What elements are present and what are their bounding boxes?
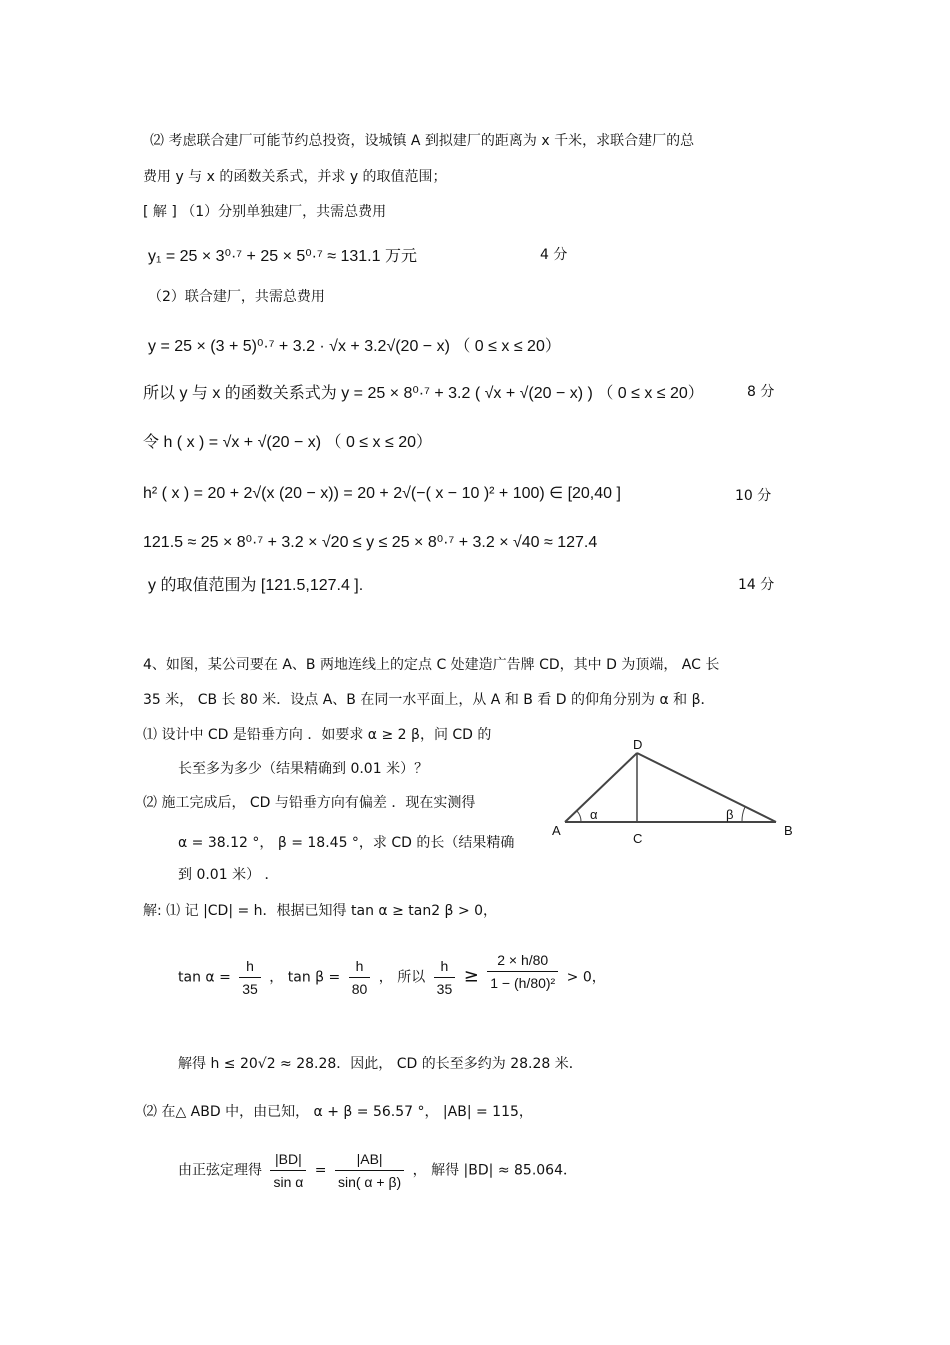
label-alpha: α <box>590 807 598 822</box>
q3-solution-heading: [ 解 ] （1）分别单独建厂，共需总费用 <box>143 204 387 220</box>
fraction-h-35-b: $\frac{h}{35}$ <box>434 955 456 1000</box>
q4-part2-line2: α = 38.12 °， β = 18.45 °，求 CD 的长（结果精确 <box>178 835 515 851</box>
sine-law-label: 由正弦定理得 <box>178 1162 262 1179</box>
q4-solve1: 解得 h ≤ 20√2 ≈ 28.28．因此， CD 的长至多约为 28.28 米． <box>178 1056 583 1072</box>
fraction-h-35: $\frac{h}{35}$ <box>239 955 261 1000</box>
q3-part2-line2: 费用 y 与 x 的函数关系式，并求 y 的取值范围； <box>143 169 447 185</box>
ge-symbol: ≥ <box>463 965 479 987</box>
q3-h-squared-score: 10 分 <box>735 488 772 504</box>
q4-part1-line1: ⑴ 设计中 CD 是铅垂方向 ．如要求 α ≥ 2 β，问 CD 的 <box>143 727 492 743</box>
q3-solution2-heading: （2）联合建厂，共需总费用 <box>148 289 325 305</box>
fraction-ab-sinab: $\frac{|AB|}{\sin( \alpha + \beta)}$ <box>335 1148 404 1193</box>
q4-statement-line2: 35 米， CB 长 80 米．设点 A、B 在同一水平面上，从 A 和 B 看 D 的仰角分别为 α 和 β． <box>143 692 715 708</box>
q4-part2-solution: ⑵ 在△ ABD 中，由已知， α + β = 56.57 °， |AB| = 115， <box>143 1104 533 1120</box>
segment-ad <box>565 753 637 822</box>
q4-part2-line1: ⑵ 施工完成后， CD 与铅垂方向有偏差 ．现在实测得 <box>143 795 476 811</box>
q4-part2-line3: 到 0.01 米） ． <box>178 867 279 883</box>
q3-total-cost-equation: y = 25 × (3 + 5)⁰·⁷ + 3.2 · √x + 3.2√(20 − x) （ 0 ≤ x ≤ 20） <box>148 338 561 355</box>
triangle-figure <box>545 735 805 850</box>
q3-h-definition: 令 h ( x ) = √x + √(20 − x) （ 0 ≤ x ≤ 20） <box>143 434 432 451</box>
label-beta: β <box>726 807 734 822</box>
q4-part1-line2: 长至多为多少（结果精确到 0.01 米）？ <box>178 761 429 777</box>
angle-alpha-arc <box>577 811 581 822</box>
q4-statement-line1: 4、如图，某公司要在 A、B 两地连线上的定点 C 处建造广告牌 CD，其中 D 为顶端， AC 长 <box>143 657 720 673</box>
bd-result: ， 解得 |BD| ≈ 85.064． <box>412 1162 577 1179</box>
q3-function-equation: 所以 y 与 x 的函数关系式为 y = 25 × 8⁰·⁷ + 3.2 ( √x + √(20 − x) ) （ 0 ≤ x ≤ 20） <box>143 385 704 402</box>
q3-part2-line1: ⑵ 考虑联合建厂可能节约总投资，设城镇 A 到拟建厂的距离为 x 千米，求联合建厂的总 <box>150 133 695 149</box>
q3-function-score: 8 分 <box>747 384 775 400</box>
angle-beta-arc <box>742 807 745 822</box>
q3-y1-score: 4 分 <box>540 247 568 263</box>
tan-beta-label: ， tan β = <box>269 969 341 986</box>
fraction-bd-sina: $\frac{|BD|}{\text{sin α}}$ <box>270 1148 306 1193</box>
label-b: B <box>784 823 793 838</box>
equals-sign: = <box>314 1162 327 1179</box>
q3-y1-equation: y₁ = 25 × 3⁰·⁷ + 25 × 5⁰·⁷ ≈ 131.1 万元 <box>148 248 417 265</box>
gt-zero: > 0， <box>566 969 606 986</box>
q3-range-inequality: 121.5 ≈ 25 × 8⁰·⁷ + 3.2 × √20 ≤ y ≤ 25 × 8⁰·⁷ + 3.2 × √40 ≈ 127.4 <box>143 534 598 551</box>
label-d: D <box>633 737 643 752</box>
label-a: A <box>552 823 561 838</box>
q4-solution-line1: 解: ⑴ 记 |CD| = h．根据已知得 tan α ≥ tan2 β > 0， <box>143 903 498 919</box>
label-c: C <box>633 831 643 846</box>
so-label: ， 所以 <box>378 969 426 986</box>
fraction-h-80: $\frac{h}{80}$ <box>349 955 371 1000</box>
tan-alpha-label: tan α = <box>178 969 231 986</box>
tan2beta-fraction: $\frac{2 \times h/80}{\text{1 − (h/80)²}}$ <box>487 949 558 994</box>
segment-db <box>637 753 776 822</box>
q3-range-score: 14 分 <box>738 577 775 593</box>
q4-tan-fractions <box>178 952 606 1000</box>
q3-range-text: y 的取值范围为 [121.5,127.4 ]. <box>148 577 364 594</box>
q3-h-squared-equation: h² ( x ) = 20 + 2√(x (20 − x)) = 20 + 2√(−( x − 10 )² + 100) ∈ [20,40 ] <box>143 485 621 502</box>
q4-sine-law <box>178 1148 577 1193</box>
